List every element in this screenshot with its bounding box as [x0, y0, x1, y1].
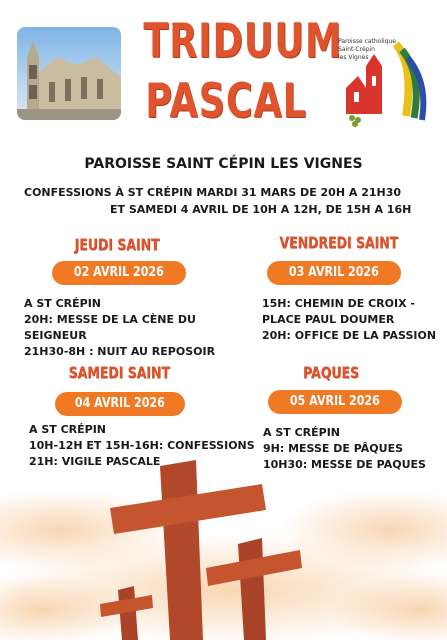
- title-line-1: TRIDUUM: [143, 14, 343, 69]
- schedule-line: 21H30-8H : NUIT AU REPOSOIR: [24, 345, 216, 358]
- title-line-2: PASCAL: [145, 74, 307, 129]
- schedule-line: 21H: VIGILE PASCALE: [29, 455, 161, 468]
- date-pill-paques: [268, 390, 402, 414]
- date-pill-samedi: [55, 392, 185, 416]
- schedule-line: 20H: MESSE DE LA CÈNE DU: [24, 313, 196, 326]
- schedule-line: A ST CRÉPIN: [29, 423, 107, 436]
- date-samedi: 04 AVRIL 2026: [75, 396, 165, 411]
- logo-line: Saint-Crépin: [338, 46, 375, 53]
- day-title-jeudi: JEUDI SAINT: [74, 235, 160, 254]
- date-jeudi: 02 AVRIL 2026: [74, 265, 164, 280]
- schedule-line: 9H: MESSE DE PÂQUES: [263, 442, 404, 455]
- day-title-samedi: SAMEDI SAINT: [68, 363, 170, 382]
- schedule-line: SEIGNEUR: [24, 329, 87, 342]
- date-paques: 05 AVRIL 2026: [290, 394, 380, 409]
- logo-line: Paroisse catholique: [338, 38, 396, 45]
- parish-name: PAROISSE SAINT CÉPIN LES VIGNES: [84, 156, 363, 172]
- day-title-paques: PAQUES: [303, 363, 359, 382]
- confessions-line-1: CONFESSIONS À ST CRÉPIN MARDI 31 MARS DE 20H A 21H30: [24, 186, 402, 199]
- schedule-jeudi: [24, 296, 215, 360]
- church-photo: [17, 27, 121, 120]
- date-pill-jeudi: [52, 261, 186, 285]
- schedule-line: PLACE PAUL DOUMER: [262, 313, 395, 326]
- schedule-line: 15H: CHEMIN DE CROIX -: [262, 297, 415, 310]
- schedule-line: 10H30: MESSE DE PAQUES: [263, 458, 426, 471]
- crosses-illustration: [0, 420, 447, 640]
- logo-line: les Vignes: [338, 54, 369, 61]
- logo-text: [338, 38, 396, 62]
- date-vendredi: 03 AVRIL 2026: [289, 265, 379, 280]
- schedule-line: A ST CRÉPIN: [24, 297, 102, 310]
- day-title-vendredi: VENDREDI SAINT: [279, 233, 399, 252]
- date-pill-vendredi: [267, 261, 401, 285]
- schedule-line: 20H: OFFICE DE LA PASSION: [262, 329, 437, 342]
- schedule-line: 10H-12H ET 15H-16H: CONFESSIONS: [29, 439, 255, 452]
- confessions-line-2: ET SAMEDI 4 AVRIL DE 10H A 12H, DE 15H A 16H: [110, 203, 412, 216]
- schedule-vendredi: [262, 296, 436, 344]
- schedule-line: A ST CRÉPIN: [263, 426, 341, 439]
